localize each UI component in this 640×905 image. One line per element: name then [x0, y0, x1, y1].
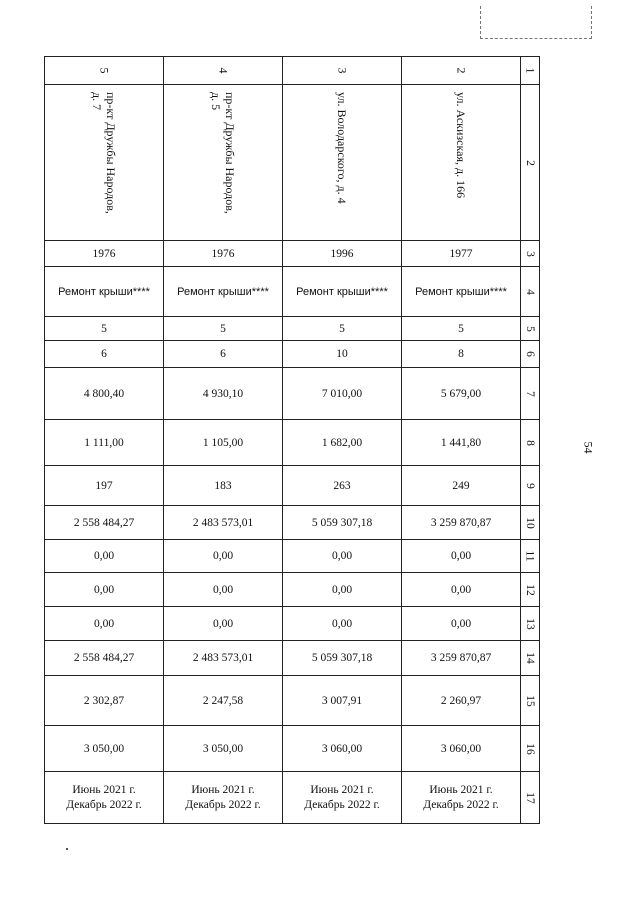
table-row [45, 317, 540, 341]
row-number: 6 [521, 341, 540, 368]
period-start: Июнь 2021 г. [191, 783, 255, 796]
table-cell: Ремонт крыши**** [402, 267, 521, 317]
table-cell: 0,00 [164, 607, 283, 641]
col-number: 2 [402, 57, 521, 85]
table-cell: 1 111,00 [45, 420, 164, 466]
table-cell: 1 441,80 [402, 420, 521, 466]
address-cell: ул. Володарского, д. 4 [283, 85, 402, 241]
period-end: Декабрь 2022 г. [66, 798, 142, 811]
table-cell: 2 483 573,01 [164, 506, 283, 540]
period-start: Июнь 2021 г. [429, 783, 493, 796]
row-number: 16 [521, 726, 540, 772]
table-row [45, 726, 540, 772]
table-cell: 3 259 870,87 [402, 641, 521, 676]
table-cell: 3 050,00 [164, 726, 283, 772]
period-start: Июнь 2021 г. [310, 783, 374, 796]
table-cell: 0,00 [283, 573, 402, 607]
table-cell: 0,00 [283, 607, 402, 641]
period-end: Декабрь 2022 г. [304, 798, 380, 811]
table-cell: 5 [402, 317, 521, 341]
table-row [45, 540, 540, 573]
table-row [45, 676, 540, 726]
table-cell: Ремонт крыши**** [45, 267, 164, 317]
table-cell: Ремонт крыши**** [164, 267, 283, 317]
table-cell: 0,00 [164, 573, 283, 607]
table-row [45, 241, 540, 267]
table-cell: 6 [45, 341, 164, 368]
row-number: 7 [521, 368, 540, 420]
address-cell: пр-кт Дружбы Народов, д. 7 [45, 85, 164, 241]
registration-stamp [480, 6, 592, 39]
table-row [45, 267, 540, 317]
table-row [45, 573, 540, 607]
period-end: Декабрь 2022 г. [423, 798, 499, 811]
table-row [45, 420, 540, 466]
table-cell: 3 050,00 [45, 726, 164, 772]
table-cell: 4 800,40 [45, 368, 164, 420]
col-number: 1 [521, 57, 540, 85]
table-cell: 1977 [402, 241, 521, 267]
row-number: 2 [521, 85, 540, 241]
table-cell: 0,00 [402, 573, 521, 607]
table-cell: 2 558 484,27 [45, 506, 164, 540]
column-number-row [45, 57, 540, 85]
address-cell: ул. Аскизская, д. 166 [402, 85, 521, 241]
address-cell: пр-кт Дружбы Народов, д. 5 [164, 85, 283, 241]
row-number: 17 [521, 772, 540, 824]
table-cell: 1 105,00 [164, 420, 283, 466]
row-number: 13 [521, 607, 540, 641]
table-row [45, 607, 540, 641]
table-cell: 7 010,00 [283, 368, 402, 420]
table-cell: 6 [164, 341, 283, 368]
table-cell: 3 007,91 [283, 676, 402, 726]
table-cell: 3 060,00 [402, 726, 521, 772]
table-cell: 10 [283, 341, 402, 368]
repair-table [44, 56, 540, 824]
row-number: 12 [521, 573, 540, 607]
col-number: 5 [45, 57, 164, 85]
row-number: 15 [521, 676, 540, 726]
row-number: 5 [521, 317, 540, 341]
table-row [45, 368, 540, 420]
row-number: 4 [521, 267, 540, 317]
period-end: Декабрь 2022 г. [185, 798, 261, 811]
table-cell: 5 [164, 317, 283, 341]
table-cell: 3 060,00 [283, 726, 402, 772]
table-cell: 0,00 [45, 540, 164, 573]
table-cell: 0,00 [283, 540, 402, 573]
table-cell: 1996 [283, 241, 402, 267]
row-number: 3 [521, 241, 540, 267]
row-number: 11 [521, 540, 540, 573]
table-cell: 249 [402, 466, 521, 506]
table-cell: 197 [45, 466, 164, 506]
table-cell: 0,00 [45, 607, 164, 641]
address-row [45, 85, 540, 241]
table-cell: 263 [283, 466, 402, 506]
table-cell: 5 [283, 317, 402, 341]
table-cell: 0,00 [402, 607, 521, 641]
row-number: 9 [521, 466, 540, 506]
table-row [45, 341, 540, 368]
table-cell [164, 772, 283, 824]
table-cell: 3 259 870,87 [402, 506, 521, 540]
table-cell: 1 682,00 [283, 420, 402, 466]
table-cell: 1976 [45, 241, 164, 267]
table-cell: 5 [45, 317, 164, 341]
table-cell: 2 483 573,01 [164, 641, 283, 676]
table-cell [45, 772, 164, 824]
page-number: 54 [581, 441, 596, 454]
table-cell: 0,00 [45, 573, 164, 607]
table-cell: 0,00 [402, 540, 521, 573]
table-cell [283, 772, 402, 824]
table-cell: 2 302,87 [45, 676, 164, 726]
table-cell: 1976 [164, 241, 283, 267]
table-cell: 5 059 307,18 [283, 506, 402, 540]
table-cell: 2 247,58 [164, 676, 283, 726]
table-cell: 2 558 484,27 [45, 641, 164, 676]
col-number: 3 [283, 57, 402, 85]
scan-speck [66, 848, 68, 850]
table-cell: Ремонт крыши**** [283, 267, 402, 317]
col-number: 4 [164, 57, 283, 85]
row-number: 8 [521, 420, 540, 466]
table-cell: 183 [164, 466, 283, 506]
row-number: 10 [521, 506, 540, 540]
table-cell: 0,00 [164, 540, 283, 573]
row-number: 14 [521, 641, 540, 676]
table-row [45, 772, 540, 824]
table-cell: 5 679,00 [402, 368, 521, 420]
table-cell: 5 059 307,18 [283, 641, 402, 676]
table-cell: 8 [402, 341, 521, 368]
table-cell [402, 772, 521, 824]
table-row [45, 466, 540, 506]
table-row [45, 641, 540, 676]
table-cell: 2 260,97 [402, 676, 521, 726]
table-row [45, 506, 540, 540]
period-start: Июнь 2021 г. [72, 783, 136, 796]
table-cell: 4 930,10 [164, 368, 283, 420]
